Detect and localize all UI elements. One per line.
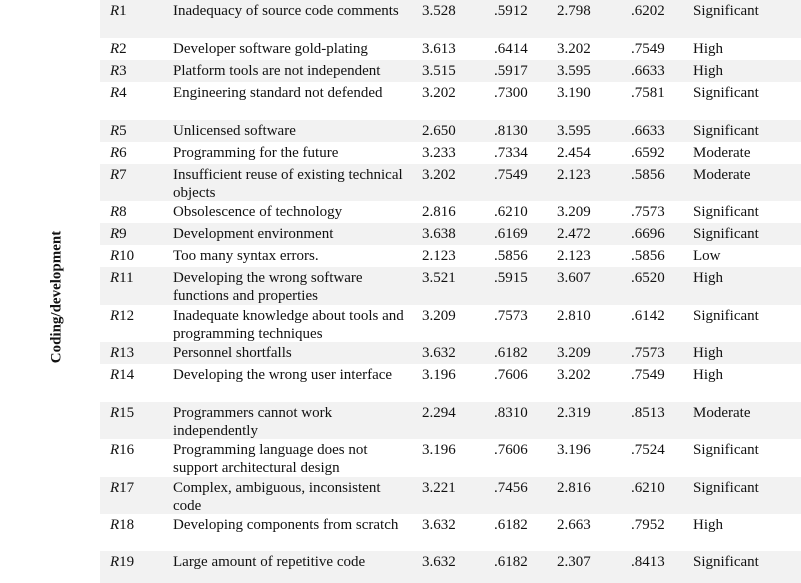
value-4: .7524 bbox=[631, 442, 665, 458]
value-2: .6169 bbox=[494, 226, 528, 242]
value-4: .6696 bbox=[631, 226, 665, 242]
risk-id: R16 bbox=[110, 442, 135, 458]
value-3: 2.810 bbox=[557, 308, 591, 324]
value-4: .6520 bbox=[631, 270, 665, 286]
value-4: .7549 bbox=[631, 41, 665, 57]
risk-id: R7 bbox=[110, 167, 127, 183]
risk-id: R2 bbox=[110, 41, 127, 57]
value-4: .5856 bbox=[631, 248, 665, 264]
value-2: .7573 bbox=[494, 308, 528, 324]
value-4: .7952 bbox=[631, 517, 665, 533]
table-row bbox=[100, 364, 801, 402]
risk-description: Unlicensed software bbox=[173, 123, 296, 139]
value-3: 3.202 bbox=[557, 41, 591, 57]
table-row bbox=[100, 142, 801, 164]
risk-level: Significant bbox=[693, 480, 759, 496]
risk-level: Low bbox=[693, 248, 721, 264]
table-row bbox=[100, 402, 801, 439]
value-1: 2.816 bbox=[422, 204, 456, 220]
value-2: .7334 bbox=[494, 145, 528, 161]
risk-level: Significant bbox=[693, 3, 759, 19]
value-3: 2.816 bbox=[557, 480, 591, 496]
risk-level: High bbox=[693, 41, 723, 57]
risk-description: Development environment bbox=[173, 226, 334, 242]
risk-description: Insufficient reuse of existing technical objects bbox=[173, 167, 403, 201]
value-2: .7456 bbox=[494, 480, 528, 496]
value-2: .6182 bbox=[494, 345, 528, 361]
value-4: .7581 bbox=[631, 85, 665, 101]
risk-id: R15 bbox=[110, 405, 135, 421]
risk-id: R11 bbox=[110, 270, 134, 286]
value-2: .7606 bbox=[494, 367, 528, 383]
value-4: .6202 bbox=[631, 3, 665, 19]
table-row bbox=[100, 223, 801, 245]
risk-level: Significant bbox=[693, 308, 759, 324]
value-1: 3.521 bbox=[422, 270, 456, 286]
value-1: 2.123 bbox=[422, 248, 456, 264]
risk-description: Developer software gold-plating bbox=[173, 41, 368, 57]
value-1: 3.202 bbox=[422, 167, 456, 183]
value-2: .7606 bbox=[494, 442, 528, 458]
value-3: 3.209 bbox=[557, 345, 591, 361]
table-row bbox=[100, 120, 801, 142]
value-4: .7573 bbox=[631, 345, 665, 361]
risk-level: High bbox=[693, 270, 723, 286]
table-row bbox=[100, 477, 801, 514]
risk-description: Engineering standard not defended bbox=[173, 85, 383, 101]
value-2: .8130 bbox=[494, 123, 528, 139]
value-3: 2.798 bbox=[557, 3, 591, 19]
risk-id: R17 bbox=[110, 480, 135, 496]
risk-description: Inadequate knowledge about tools and programming techniques bbox=[173, 308, 404, 342]
value-2: .6210 bbox=[494, 204, 528, 220]
risk-id: R1 bbox=[110, 3, 127, 19]
risk-id: R6 bbox=[110, 145, 127, 161]
risk-level: High bbox=[693, 63, 723, 79]
risk-level: Moderate bbox=[693, 405, 751, 421]
value-1: 3.632 bbox=[422, 345, 456, 361]
risk-level: High bbox=[693, 517, 723, 533]
value-1: 3.196 bbox=[422, 442, 456, 458]
value-2: .6182 bbox=[494, 554, 528, 570]
value-3: 3.196 bbox=[557, 442, 591, 458]
value-3: 2.319 bbox=[557, 405, 591, 421]
value-2: .6414 bbox=[494, 41, 528, 57]
risk-level: Moderate bbox=[693, 167, 751, 183]
risk-id: R10 bbox=[110, 248, 135, 264]
value-4: .6633 bbox=[631, 63, 665, 79]
value-4: .6633 bbox=[631, 123, 665, 139]
risk-level: Significant bbox=[693, 554, 759, 570]
value-2: .5856 bbox=[494, 248, 528, 264]
value-3: 2.663 bbox=[557, 517, 591, 533]
value-1: 3.196 bbox=[422, 367, 456, 383]
value-4: .8413 bbox=[631, 554, 665, 570]
value-4: .6210 bbox=[631, 480, 665, 496]
table-row bbox=[100, 164, 801, 201]
section-label: Coding/development bbox=[48, 230, 65, 364]
table-row bbox=[100, 267, 801, 305]
risk-description: Complex, ambiguous, inconsistent code bbox=[173, 480, 381, 514]
risk-description: Programming for the future bbox=[173, 145, 339, 161]
value-3: 3.209 bbox=[557, 204, 591, 220]
risk-description: Large amount of repetitive code bbox=[173, 554, 366, 570]
table-row bbox=[100, 38, 801, 60]
value-2: .7300 bbox=[494, 85, 528, 101]
table-row bbox=[100, 201, 801, 223]
value-3: 3.595 bbox=[557, 63, 591, 79]
risk-level: Significant bbox=[693, 85, 759, 101]
value-3: 3.595 bbox=[557, 123, 591, 139]
risk-description: Programmers cannot work independently bbox=[173, 405, 333, 439]
risk-id: R18 bbox=[110, 517, 135, 533]
risk-id: R13 bbox=[110, 345, 135, 361]
risk-id: R8 bbox=[110, 204, 127, 220]
value-4: .7549 bbox=[631, 367, 665, 383]
risk-level: Moderate bbox=[693, 145, 751, 161]
value-1: 3.632 bbox=[422, 517, 456, 533]
value-2: .6182 bbox=[494, 517, 528, 533]
value-3: 3.202 bbox=[557, 367, 591, 383]
value-3: 2.123 bbox=[557, 167, 591, 183]
value-3: 2.307 bbox=[557, 554, 591, 570]
value-3: 2.454 bbox=[557, 145, 591, 161]
risk-description: Developing the wrong software functions and properties bbox=[173, 270, 363, 304]
value-2: .5917 bbox=[494, 63, 528, 79]
table-row bbox=[100, 439, 801, 477]
value-4: .5856 bbox=[631, 167, 665, 183]
value-2: .5912 bbox=[494, 3, 528, 19]
value-3: 2.472 bbox=[557, 226, 591, 242]
value-1: 3.515 bbox=[422, 63, 456, 79]
value-1: 3.632 bbox=[422, 554, 456, 570]
risk-level: Significant bbox=[693, 204, 759, 220]
risk-id: R3 bbox=[110, 63, 127, 79]
value-4: .7573 bbox=[631, 204, 665, 220]
value-2: .8310 bbox=[494, 405, 528, 421]
value-4: .6142 bbox=[631, 308, 665, 324]
value-3: 3.607 bbox=[557, 270, 591, 286]
risk-id: R12 bbox=[110, 308, 135, 324]
table-row bbox=[100, 82, 801, 120]
risk-description: Too many syntax errors. bbox=[173, 248, 319, 264]
table-row bbox=[100, 514, 801, 551]
risk-id: R19 bbox=[110, 554, 135, 570]
risk-level: Significant bbox=[693, 442, 759, 458]
value-4: .6592 bbox=[631, 145, 665, 161]
value-3: 2.123 bbox=[557, 248, 591, 264]
value-4: .8513 bbox=[631, 405, 665, 421]
risk-description: Developing the wrong user interface bbox=[173, 367, 393, 383]
table-row bbox=[100, 551, 801, 583]
value-2: .5915 bbox=[494, 270, 528, 286]
risk-id: R5 bbox=[110, 123, 127, 139]
risk-level: High bbox=[693, 367, 723, 383]
risk-level: Significant bbox=[693, 123, 759, 139]
risk-level: Significant bbox=[693, 226, 759, 242]
value-1: 3.233 bbox=[422, 145, 456, 161]
value-1: 3.613 bbox=[422, 41, 456, 57]
value-1: 3.528 bbox=[422, 3, 456, 19]
value-3: 3.190 bbox=[557, 85, 591, 101]
value-1: 2.650 bbox=[422, 123, 456, 139]
value-2: .7549 bbox=[494, 167, 528, 183]
risk-id: R4 bbox=[110, 85, 127, 101]
risk-table bbox=[100, 0, 801, 583]
table-row bbox=[100, 60, 801, 82]
risk-id: R9 bbox=[110, 226, 127, 242]
value-1: 2.294 bbox=[422, 405, 456, 421]
section-label-column bbox=[0, 0, 100, 583]
risk-id: R14 bbox=[110, 367, 135, 383]
risk-description: Inadequacy of source code comments bbox=[173, 3, 399, 19]
risk-level: High bbox=[693, 345, 723, 361]
risk-description: Programming language does not support architectural design bbox=[173, 442, 368, 476]
value-1: 3.638 bbox=[422, 226, 456, 242]
risk-description: Developing components from scratch bbox=[173, 517, 399, 533]
value-1: 3.221 bbox=[422, 480, 456, 496]
table-row bbox=[100, 0, 801, 38]
table-row bbox=[100, 245, 801, 267]
value-1: 3.202 bbox=[422, 85, 456, 101]
risk-description: Personnel shortfalls bbox=[173, 345, 292, 361]
risk-description: Platform tools are not independent bbox=[173, 63, 381, 79]
table-row bbox=[100, 305, 801, 342]
risk-description: Obsolescence of technology bbox=[173, 204, 343, 220]
value-1: 3.209 bbox=[422, 308, 456, 324]
table-row bbox=[100, 342, 801, 364]
